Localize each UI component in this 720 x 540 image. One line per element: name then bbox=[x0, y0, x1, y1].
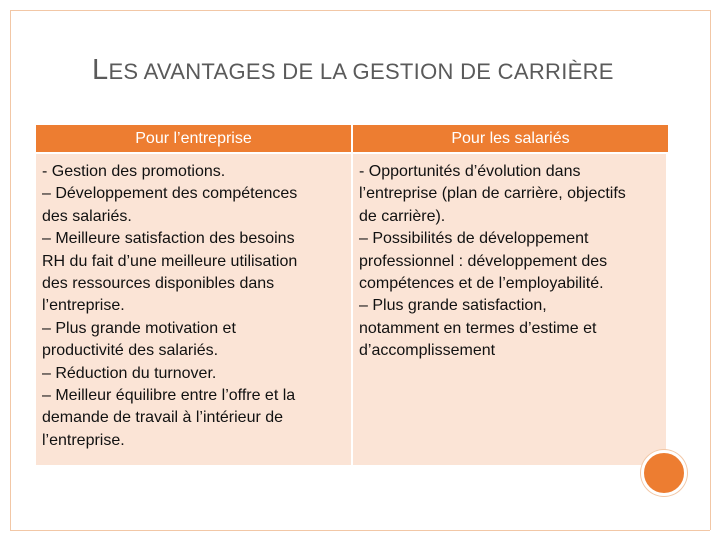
text-line: notamment en termes d’estime et bbox=[359, 319, 597, 337]
column-body-salaries bbox=[353, 154, 668, 363]
slide-title-initial: L bbox=[92, 54, 109, 86]
text-line: – Développement des compétences bbox=[42, 185, 298, 203]
text-line: – Possibilités de développement bbox=[359, 230, 589, 248]
column-header-entreprise: Pour l’entreprise bbox=[36, 125, 351, 154]
text-line: l’entreprise (plan de carrière, objectifs bbox=[359, 185, 626, 203]
text-line: productivité des salariés. bbox=[42, 342, 219, 360]
text-line: l’entreprise. bbox=[42, 431, 125, 449]
frame-bottom-border bbox=[10, 530, 710, 531]
text-line: de carrière). bbox=[359, 207, 446, 225]
text-line: – Meilleur équilibre entre l’offre et la bbox=[42, 387, 296, 405]
comparison-table bbox=[36, 125, 668, 465]
text-line: – Meilleure satisfaction des besoins bbox=[42, 230, 295, 248]
text-line: demande de travail à l’intérieur de bbox=[42, 409, 284, 427]
column-body-entreprise bbox=[36, 154, 351, 452]
frame-left-border bbox=[10, 10, 11, 530]
frame-top-border bbox=[10, 10, 710, 11]
text-line: d’accomplissement bbox=[359, 342, 496, 360]
text-line: – Réduction du turnover. bbox=[42, 364, 217, 382]
text-line: professionnel : développement des bbox=[359, 252, 608, 270]
column-entreprise bbox=[36, 125, 353, 465]
slide-title bbox=[92, 54, 614, 87]
text-line: RH du fait d’une meilleure utilisation bbox=[42, 252, 298, 270]
column-salaries bbox=[353, 125, 668, 465]
text-line: - Gestion des promotions. bbox=[42, 163, 226, 180]
text-line: - Opportunités d’évolution dans bbox=[359, 163, 581, 180]
decorative-circle bbox=[641, 450, 687, 496]
column-header-salaries: Pour les salariés bbox=[353, 125, 668, 154]
slide-title-rest: ES AVANTAGES DE LA GESTION DE CARRIÈRE bbox=[108, 59, 614, 84]
text-line: compétences et de l’employabilité. bbox=[359, 275, 604, 293]
frame-right-border bbox=[710, 10, 711, 530]
text-line: – Plus grande motivation et bbox=[42, 319, 236, 337]
text-line: des ressources disponibles dans bbox=[42, 275, 275, 293]
text-line: des salariés. bbox=[42, 207, 132, 225]
text-line: l’entreprise. bbox=[42, 297, 125, 315]
text-line: – Plus grande satisfaction, bbox=[359, 297, 547, 315]
